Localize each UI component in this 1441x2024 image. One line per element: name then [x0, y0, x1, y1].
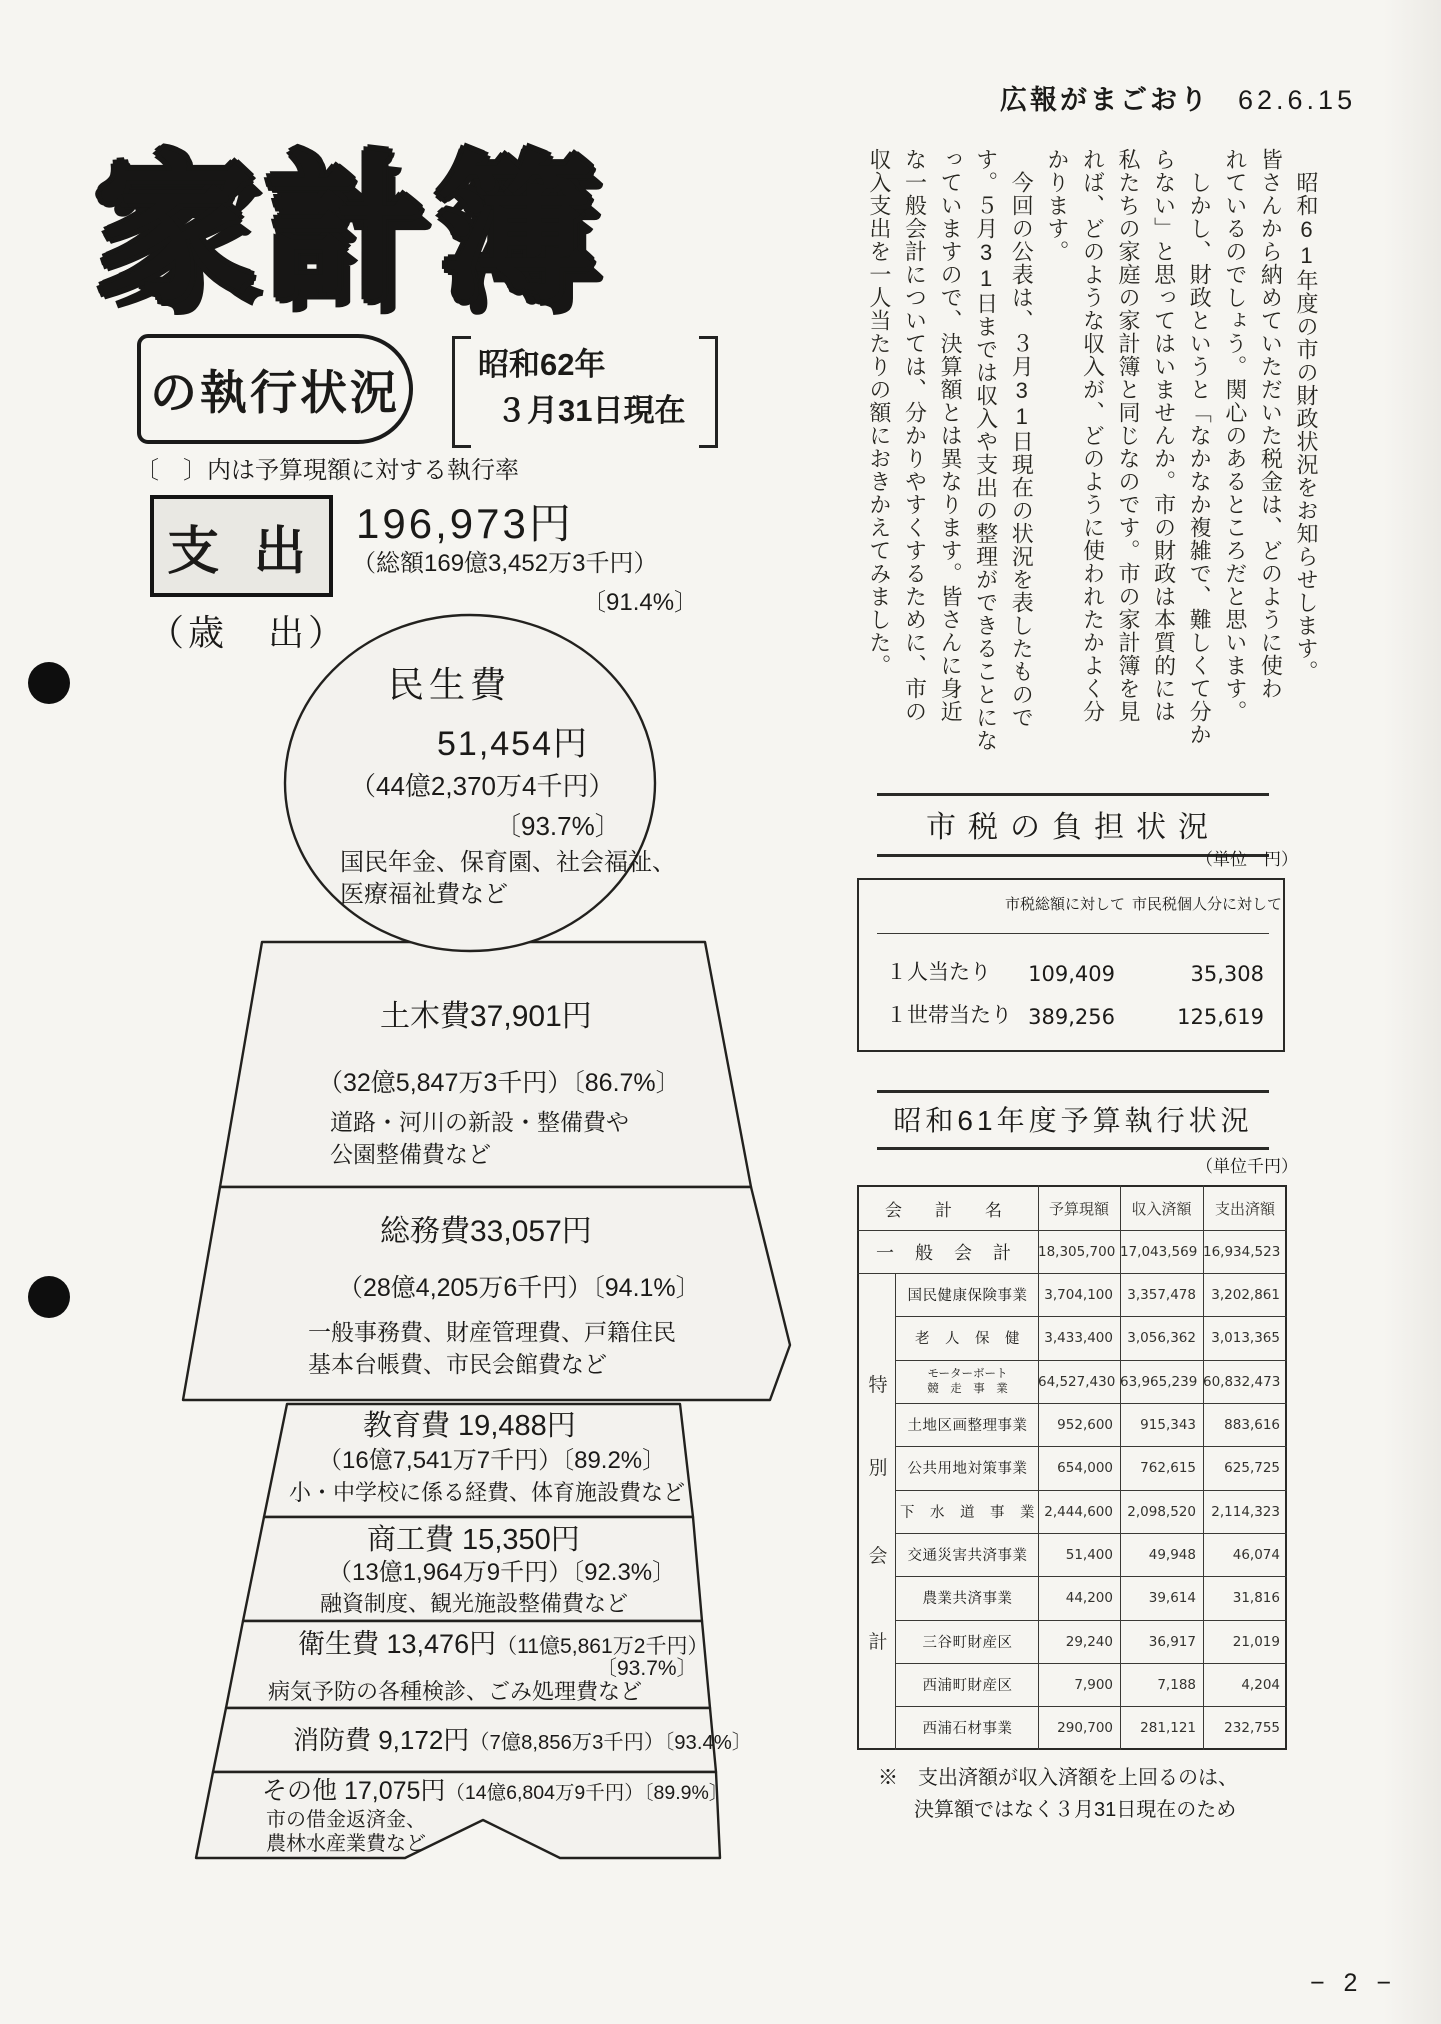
table-row: モーターボート 競 走 事 業 64,527,430 63,965,239 60,832,473: [927, 1368, 1281, 1395]
segment-eisei-line1: 衛生費 13,476円（11億5,861万2千円）: [298, 1629, 709, 1659]
table-row: 一 般 会 計 18,305,700 17,043,569 16,934,523: [875, 1242, 1281, 1263]
tax-row-value: 109,409: [1028, 962, 1115, 986]
table-row: 公共用地対策事業 654,000 762,615 625,725: [907, 1459, 1280, 1477]
article-column: らない」と思ってはいませんか。市の財政は本質的には: [1151, 148, 1177, 723]
table-row: 土地区画整理事業 952,600 915,343 883,616: [907, 1416, 1280, 1434]
tax-table-col2-header: 市民税個人分に対して: [1132, 896, 1283, 913]
group-label-char: 特: [868, 1375, 888, 1396]
punch-hole: [28, 1276, 70, 1318]
segment-sonota-desc: 農林水産業費など: [266, 1833, 426, 1855]
masthead-title: 広報がまごおり: [1000, 85, 1210, 115]
table-row: 農業共済事業 44,200 39,614 31,816: [922, 1589, 1280, 1607]
group-label-char: 会: [868, 1546, 888, 1567]
budget-header-col: 支出済額: [1214, 1201, 1275, 1218]
table-row: 西浦町財産区 7,900 7,188 4,204: [922, 1676, 1280, 1694]
segment-doboku-line1: 土木費37,901円: [380, 1000, 592, 1033]
tax-table-col1-header: 市税総額に対して: [1004, 896, 1125, 913]
segment-sonota-line1: その他 17,075円（14億6,804万9千円）〔89.9%〕: [262, 1777, 729, 1805]
asof-line2: ３月31日現在: [496, 393, 686, 428]
tax-row-label: １世帯当たり: [886, 1004, 1012, 1027]
segment-shoko-desc: 融資制度、観光施設整備費など: [320, 1591, 629, 1616]
segment-kyoiku-line1: 教育費 19,488円: [363, 1410, 576, 1442]
tax-row-label: １人当たり: [886, 961, 991, 984]
budget-header-col: 予算現額: [1048, 1201, 1109, 1218]
segment-shobo-line1: 消防費 9,172円（7億8,856万3千円）〔93.4%〕: [293, 1725, 752, 1755]
article-text: [858, 148, 1324, 806]
budget-header-col: 収入済額: [1131, 1201, 1192, 1218]
punch-hole: [28, 662, 70, 704]
tax-row-value: 35,308: [1190, 962, 1264, 986]
segment-minseihi-total: （44億2,370万4千円）: [350, 771, 615, 801]
masthead-date: 62.6.15: [1238, 85, 1357, 115]
article-column: れば、どのような収入が、どのように使われたかよく分: [1080, 148, 1106, 723]
page-number: − 2 −: [1310, 1969, 1397, 1997]
article-column: しかし、財政というと「なかなか複雑で、難しくて分か: [1187, 148, 1213, 746]
budget-table-unit: （単位千円）: [1196, 1157, 1298, 1176]
asof-line1: 昭和62年: [478, 347, 606, 382]
segment-minseihi-name: 民生費: [388, 664, 512, 705]
segment-kyoiku-line2: （16億7,541万7千円）〔89.2%〕: [318, 1447, 667, 1474]
segment-doboku-desc: 道路・河川の新設・整備費や: [330, 1109, 629, 1135]
legend-note: 〔 〕内は予算現額に対する執行率: [135, 457, 519, 484]
article-column: す。５月31日までは収入や支出の整理ができることにな: [973, 148, 999, 752]
group-label-char: 計: [868, 1632, 888, 1653]
segment-somu-desc: 基本台帳費、市民会館費など: [308, 1351, 607, 1377]
budget-header-account: 会 計 名: [885, 1201, 1010, 1220]
article-column: っていますので、決算額とは異なります。皆さんに身近: [938, 148, 964, 723]
table-row: 交通災害共済事業 51,400 49,948 46,074: [907, 1546, 1280, 1564]
article-column: 今回の公表は、３月31日現在の状況を表したもので: [1009, 148, 1035, 729]
table-row: 老 人 保 健 3,433,400 3,056,362 3,013,365: [915, 1329, 1280, 1347]
segment-eisei-rate: 〔93.7%〕: [596, 1657, 698, 1680]
footnote-line2: 決算額ではなく３月31日現在のため: [914, 1799, 1237, 1821]
tax-table-unit: （単位 円）: [1196, 850, 1298, 869]
segment-somu-desc: 一般事務費、財産管理費、戸籍住民: [308, 1319, 676, 1345]
tax-row-value: 389,256: [1028, 1005, 1115, 1029]
segment-shoko-line2: （13億1,964万9千円）〔92.3%〕: [328, 1559, 677, 1586]
segment-doboku-desc: 公園整備費など: [330, 1141, 491, 1167]
segment-minseihi-rate: 〔93.7%〕: [495, 811, 621, 841]
table-row: 下 水 道 事 業 2,444,600 2,098,520 2,114,323: [900, 1503, 1280, 1521]
article-column: 昭和61年度の市の財政状況をお知らせします。: [1294, 148, 1319, 683]
article-column: れているのでしょう。関心のあるところだと思います。: [1222, 148, 1248, 723]
expense-total: （総額169億3,452万3千円）: [352, 550, 658, 577]
segment-somu-line2: （28億4,205万6千円）〔94.1%〕: [338, 1274, 701, 1302]
per-capita-amount: 196,973円: [356, 500, 574, 547]
segment-minseihi-amount: 51,454円: [437, 725, 589, 763]
asof-bracket: [452, 336, 718, 448]
footnote-line1: ※ 支出済額が収入済額を上回るのは、: [878, 1767, 1238, 1789]
article-column: かります。: [1044, 148, 1070, 263]
subtitle-box: の執行状況: [137, 334, 413, 444]
article-column: 皆さんから納めていただいた税金は、どのように使わ: [1258, 148, 1284, 700]
table-row: 三谷町財産区 29,240 36,917 21,019: [922, 1633, 1280, 1651]
segment-eisei-desc: 病気予防の各種検診、ごみ処理費など: [268, 1679, 643, 1704]
table-row: 西浦石材事業 290,700 281,121 232,755: [922, 1719, 1280, 1737]
article-column: 収入支出を一人当たりの額におきかえてみました。: [866, 148, 892, 677]
tax-row-value: 125,619: [1177, 1005, 1264, 1029]
article-column: な一般会計については、分かりやすくするために、市の: [902, 148, 928, 723]
tax-table-title: 市税の負担状況: [877, 793, 1269, 857]
budget-header-row: [857, 1187, 1287, 1230]
budget-table-title: 昭和61年度予算執行状況: [877, 1090, 1269, 1150]
expense-rate: 〔91.4%〕: [582, 589, 699, 616]
segment-doboku-line2: （32億5,847万3千円）〔86.7%〕: [318, 1069, 681, 1097]
segment-shoko-line1: 商工費 15,350円: [367, 1524, 580, 1556]
segment-minseihi-desc: 国民年金、保育園、社会福祉、: [340, 849, 676, 876]
segment-sonota-desc: 市の借金返済金、: [266, 1809, 426, 1831]
segment-kyoiku-desc: 小・中学校に係る経費、体育施設費など: [289, 1480, 686, 1505]
masthead: [1000, 78, 1356, 117]
expense-box: 支 出: [150, 495, 333, 597]
group-label-char: 別: [868, 1458, 888, 1479]
article-column: 私たちの家庭の家計簿と同じなのです。市の家計簿を見: [1116, 148, 1142, 723]
segment-somu-line1: 総務費33,057円: [380, 1215, 592, 1248]
table-row: 国民健康保険事業 3,704,100 3,357,478 3,202,861: [907, 1286, 1280, 1304]
expense-reading: （歳 出）: [148, 612, 349, 653]
segment-minseihi-desc: 医療福祉費など: [340, 881, 508, 908]
page-title: 家計簿: [96, 139, 606, 323]
